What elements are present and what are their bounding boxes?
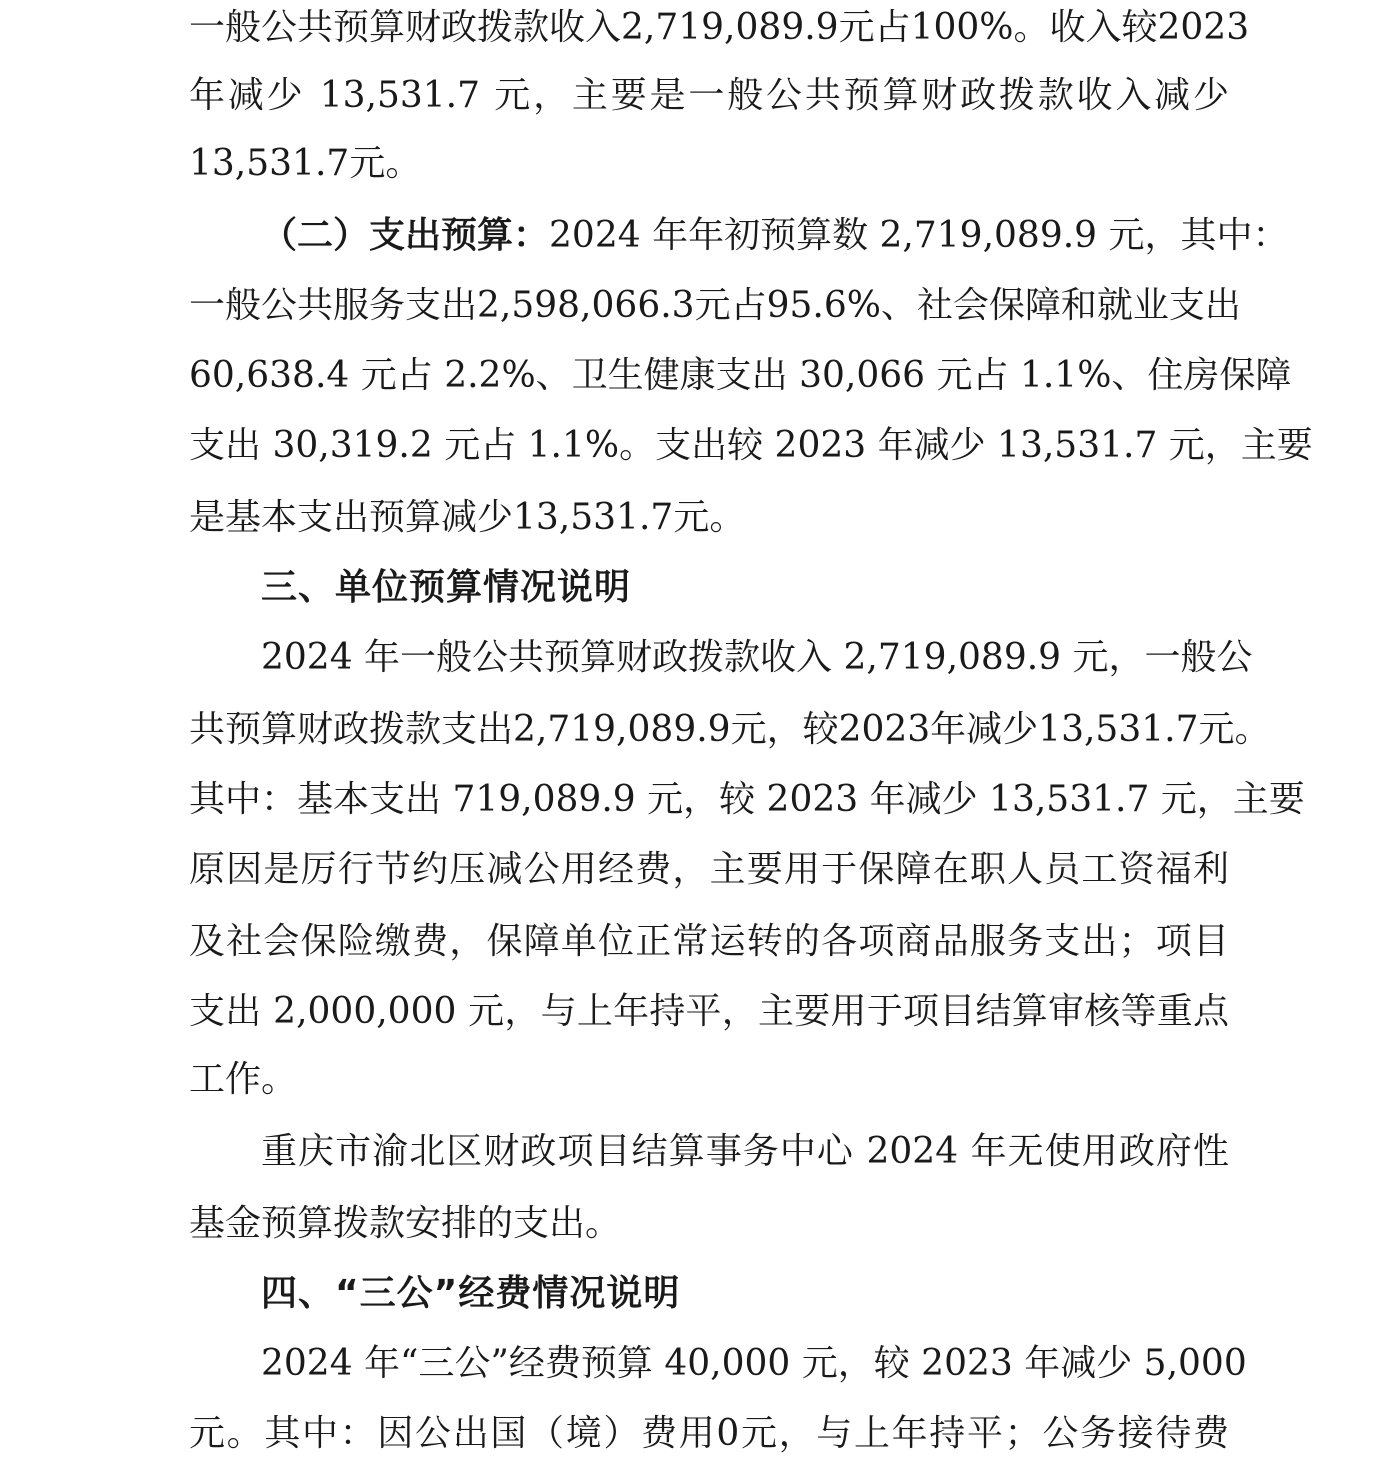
text-line-12: 其中：基本支出 719,089.9 元，较 2023 年减少 13,531.7 元，主要 (189, 779, 1305, 820)
expenditure-budget-line (261, 208, 1289, 264)
expenditure-budget-text: 2024 年年初预算数 2,719,089.9 元，其中： (549, 215, 1289, 256)
text-line-17: 重庆市渝北区财政项目结算事务中心 2024 年无使用政府性 (261, 1131, 1229, 1172)
text-line-20: 2024 年“三公”经费预算 40,000 元，较 2023 年减少 5,000 (261, 1343, 1247, 1384)
text-line-6: 60,638.4 元占 2.2%、卫生健康支出 30,066 元占 1.1%、住房保障 (189, 355, 1292, 396)
expenditure-budget-lead: （二）支出预算： (261, 215, 550, 256)
text-line-8: 是基本支出预算减少13,531.7元。 (189, 497, 746, 538)
text-line-18: 基金预算拨款安排的支出。 (189, 1203, 622, 1244)
text-line-3: 13,531.7元。 (189, 143, 422, 184)
text-line-15: 支出 2,000,000 元，与上年持平，主要用于项目结算审核等重点 (189, 991, 1229, 1032)
text-line-2: 年减少 13,531.7 元，主要是一般公共预算财政拨款收入减少 (189, 75, 1229, 116)
text-line-16: 工作。 (189, 1059, 298, 1100)
text-line-5: 一般公共服务支出2,598,066.3元占95.6%、社会保障和就业支出 (189, 285, 1241, 326)
section-heading-three-public-expenses: 四、“三公”经费情况说明 (261, 1273, 681, 1314)
text-line-7: 支出 30,319.2 元占 1.1%。支出较 2023 年减少 13,531.7 元，主要 (189, 425, 1313, 466)
text-line-21: 元。其中：因公出国（境）费用0元，与上年持平；公务接待费 (189, 1413, 1229, 1454)
text-line-11: 共预算财政拨款支出2,719,089.9元，较2023年减少13,531.7元。 (189, 709, 1271, 750)
text-line-1: 一般公共预算财政拨款收入2,719,089.9元占100%。收入较2023 (189, 7, 1250, 48)
document-page (189, 0, 1313, 1457)
text-line-13: 原因是厉行节约压减公用经费，主要用于保障在职人员工资福利 (189, 849, 1229, 890)
text-line-14: 及社会保险缴费，保障单位正常运转的各项商品服务支出；项目 (189, 921, 1229, 962)
section-heading-unit-budget: 三、单位预算情况说明 (261, 567, 632, 608)
text-line-10: 2024 年一般公共预算财政拨款收入 2,719,089.9 元，一般公 (261, 637, 1253, 678)
